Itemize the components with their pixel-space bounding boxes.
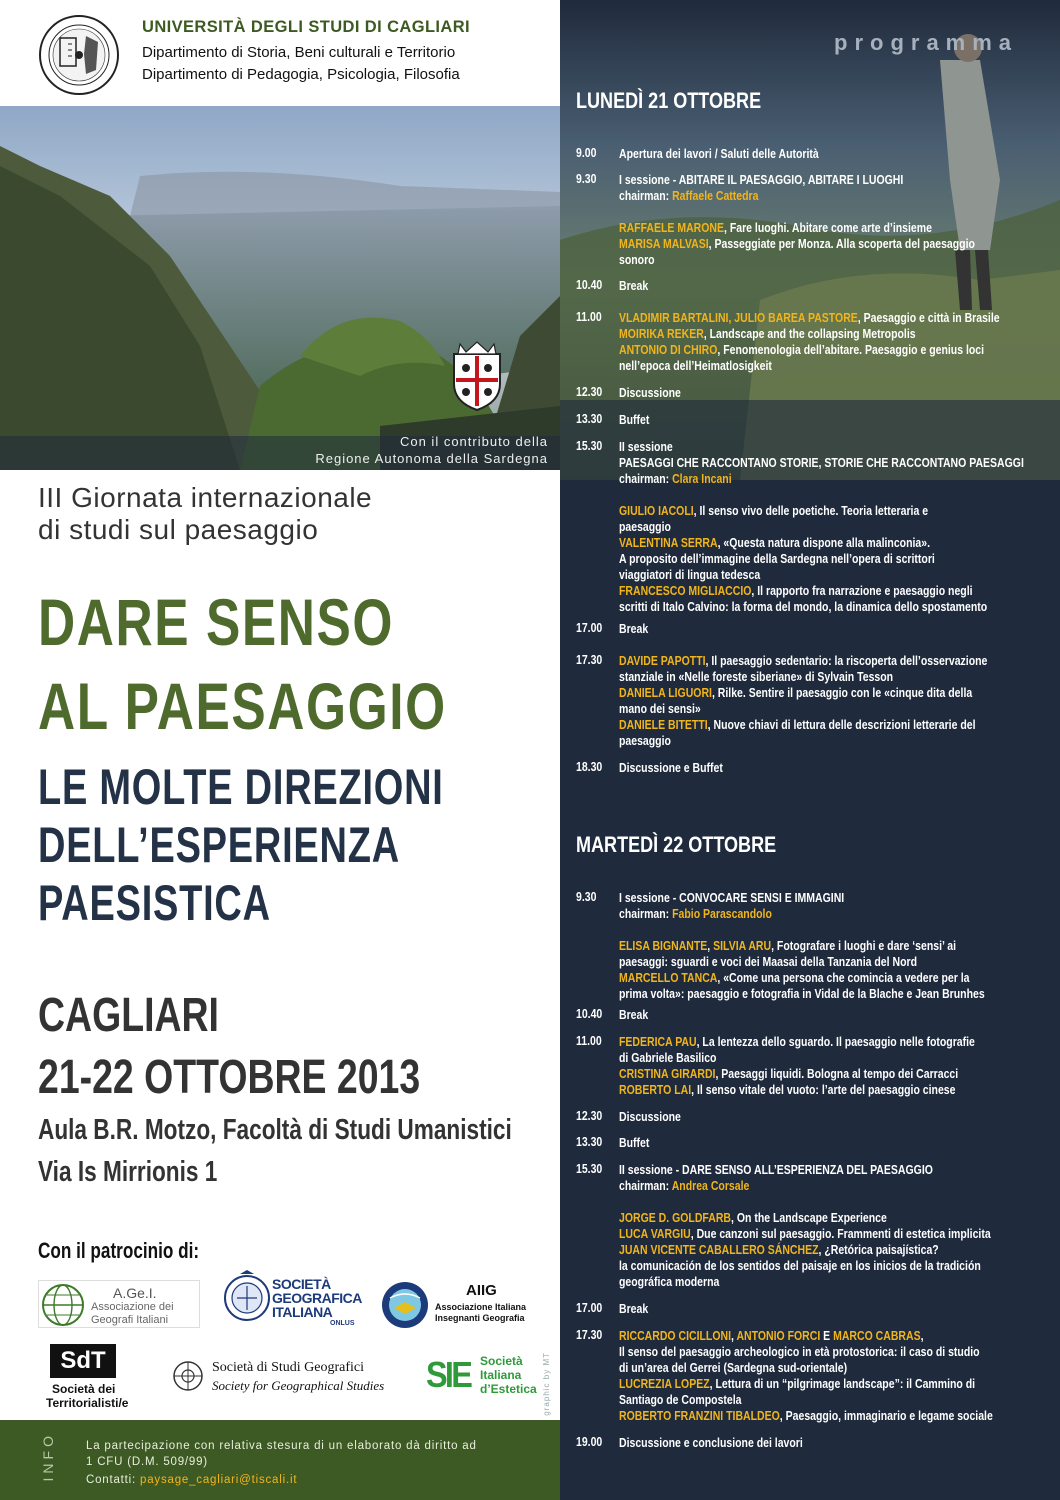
- schedule-line: Buffet: [619, 413, 650, 427]
- schedule-content: [619, 1135, 1022, 1151]
- info-contact: [86, 1474, 297, 1486]
- sgi-line4: ONLUS: [330, 1320, 355, 1327]
- schedule-content: [619, 621, 1022, 637]
- event-venue: Aula B.R. Motzo, Facoltà di Studi Umanistici: [38, 1114, 512, 1146]
- speaker-name: DANIELA LIGUORI: [619, 686, 712, 700]
- event-address: Via Is Mirrionis 1: [38, 1156, 218, 1188]
- schedule-line: Discussione e conclusione dei lavori: [619, 1436, 803, 1450]
- speaker-name: ANTONIO DI CHIRO: [619, 343, 718, 357]
- schedule-line: RICCARDO CICILLONI, ANTONIO FORCI E MARCO CABRAS,: [619, 1329, 924, 1343]
- speaker-name: MARCO CABRAS: [833, 1329, 921, 1343]
- speaker-name: DAVIDE PAPOTTI: [619, 654, 706, 668]
- department-history: Dipartimento di Storia, Beni culturali e Territorio: [142, 44, 456, 61]
- sgi-logo: [222, 1266, 362, 1332]
- schedule-line: Break: [619, 1302, 649, 1316]
- info-line2: 1 CFU (D.M. 509/99): [86, 1456, 208, 1468]
- speaker-name: ROBERTO FRANZINI TIBALDEO: [619, 1409, 780, 1423]
- schedule-content: [619, 172, 1022, 268]
- event-subtitle-line1: LE MOLTE DIREZIONI: [38, 759, 444, 815]
- schedule-line: chairman: Raffaele Cattedra: [619, 189, 759, 203]
- speaker-name: GIULIO IACOLI: [619, 504, 694, 518]
- schedule-time: 9.30: [576, 172, 597, 186]
- schedule-time: 10.40: [576, 1007, 603, 1021]
- spacer: [619, 1194, 1022, 1210]
- schedule-line: chairman: Andrea Corsale: [619, 1179, 750, 1193]
- schedule-content: [619, 1034, 1022, 1098]
- schedule-line: Apertura dei lavori / Saluti delle Autorità: [619, 147, 819, 161]
- schedule-content: [619, 412, 1022, 428]
- schedule-line: Santiago de Compostela: [619, 1393, 742, 1407]
- sdt-logo: [46, 1344, 129, 1414]
- schedule-time: 17.00: [576, 1301, 603, 1315]
- globe-icon: [41, 1283, 85, 1327]
- speaker-name: LUCA VARGIU: [619, 1227, 691, 1241]
- schedule-content: [619, 278, 1022, 294]
- schedule-content: [619, 1435, 1022, 1451]
- spacer: [619, 922, 1022, 938]
- speaker-name: LUCREZIA LOPEZ: [619, 1377, 710, 1391]
- schedule-time: 13.30: [576, 1135, 603, 1149]
- schedule-line: di Gabriele Basilico: [619, 1051, 717, 1065]
- university-name: UNIVERSITÀ DEGLI STUDI DI CAGLIARI: [142, 18, 471, 36]
- contact-label: Contatti:: [86, 1474, 137, 1486]
- sgi-emblem-icon: [222, 1270, 272, 1326]
- schedule-line: MARCELLO TANCA, «Come una persona che comincia a vedere per la: [619, 971, 970, 985]
- schedule-line: chairman: Fabio Parascandolo: [619, 907, 772, 921]
- info-line1: La partecipazione con relativa stesura di un elaborato dà diritto ad: [86, 1440, 477, 1452]
- aiig-abbr: AIIG: [466, 1282, 497, 1299]
- schedule-time: 17.30: [576, 653, 603, 667]
- event-title-line2: AL PAESAGGIO: [38, 669, 447, 743]
- aiig-emblem-icon: [380, 1280, 430, 1330]
- speaker-name: Clara Incani: [672, 472, 732, 486]
- schedule-time: 13.30: [576, 412, 603, 426]
- graphic-credit: graphic by MT: [542, 1352, 551, 1416]
- sgi-line1: SOCIETÀ: [272, 1276, 331, 1292]
- event-city: CAGLIARI: [38, 989, 219, 1042]
- event-title-line1: DARE SENSO: [38, 585, 395, 659]
- info-label: INFO: [40, 1432, 56, 1482]
- event-dates: 21-22 OTTOBRE 2013: [38, 1051, 421, 1104]
- speaker-name: SILVIA ARU: [713, 939, 772, 953]
- ssg-emblem-icon: [172, 1360, 204, 1392]
- speaker-name: RAFFAELE MARONE: [619, 221, 724, 235]
- event-edition: [38, 482, 372, 546]
- sdt-line2: Territorialisti/e: [46, 1396, 129, 1410]
- schedule-line: geográfica moderna: [619, 1275, 720, 1289]
- schedule-line: Break: [619, 622, 649, 636]
- schedule-line: MARISA MALVASI, Passeggiate per Monza. Alla scoperta del paesaggio: [619, 237, 975, 251]
- schedule-time: 18.30: [576, 760, 603, 774]
- aiig-line2: Insegnanti Geografia: [435, 1313, 525, 1323]
- schedule-line: Break: [619, 1008, 649, 1022]
- event-subtitle-line3: PAESISTICA: [38, 875, 271, 931]
- university-header: [0, 0, 560, 106]
- schedule-line: I sessione - ABITARE IL PAESAGGIO, ABITARE I LUOGHI: [619, 173, 904, 187]
- schedule-content: [619, 1328, 1022, 1424]
- schedule-line: scritti di Italo Calvino: la forma del mondo, la dinamica dello spostamento: [619, 600, 988, 614]
- contribution-line1: Con il contributo della: [399, 434, 548, 449]
- schedule-time: 11.00: [576, 310, 602, 324]
- sgi-line3: ITALIANA: [272, 1304, 333, 1320]
- schedule-line: di un’area del Gerrei (Sardegna sud-orientale): [619, 1361, 848, 1375]
- schedule-content: [619, 1109, 1022, 1125]
- schedule-time: 11.00: [576, 1034, 602, 1048]
- schedule-line: DAVIDE PAPOTTI, Il paesaggio sedentario: la riscoperta dell’osservazione: [619, 654, 988, 668]
- sie-line2: Italiana: [480, 1368, 522, 1382]
- speaker-name: VALENTINA SERRA: [619, 536, 718, 550]
- speaker-name: VLADIMIR BARTALINI, JULIO BAREA PASTORE: [619, 311, 858, 325]
- schedule-content: [619, 1162, 1022, 1290]
- edition-line1: III Giornata internazionale: [38, 482, 373, 513]
- schedule-line: ELISA BIGNANTE, SILVIA ARU, Fotografare i luoghi e dare ‘sensi’ ai: [619, 939, 957, 953]
- schedule-line: paesaggi: sguardi e voci dei Maasai della Tanzania del Nord: [619, 955, 917, 969]
- ssg-line2: Society for Geographical Studies: [212, 1378, 385, 1393]
- spacer: [619, 487, 1022, 503]
- speaker-name: Andrea Corsale: [671, 1179, 750, 1193]
- event-subtitle-line2: DELL’ESPERIENZA: [38, 817, 400, 873]
- schedule-content: [619, 146, 1022, 162]
- schedule-line: VALENTINA SERRA, «Questa natura dispone alla malinconia».: [619, 536, 930, 550]
- spacer: [619, 204, 1022, 220]
- schedule-line: I sessione - CONVOCARE SENSI E IMMAGINI: [619, 891, 845, 905]
- schedule-line: MOIRIKA REKER, Landscape and the collapsing Metropolis: [619, 327, 916, 341]
- schedule-line: prima volta»: paesaggio e fotografia in Vidal de la Blache e Jean Brunhes: [619, 987, 985, 1001]
- schedule-time: 15.30: [576, 1162, 603, 1176]
- sie-abbr: SIE: [426, 1354, 471, 1395]
- schedule-line: Break: [619, 279, 649, 293]
- speaker-name: Fabio Parascandolo: [672, 907, 772, 921]
- schedule-line: paesaggio: [619, 520, 671, 534]
- sdt-line1: Società dei: [52, 1382, 116, 1396]
- speaker-name: ANTONIO FORCI: [736, 1329, 821, 1343]
- schedule-line: DANIELE BITETTI, Nuove chiavi di lettura delle descrizioni letterarie del: [619, 718, 976, 732]
- ssg-logo: [170, 1356, 390, 1400]
- sie-logo: [426, 1352, 546, 1402]
- schedule-line: paesaggio: [619, 734, 671, 748]
- patronage-label: Con il patrocinio di:: [38, 1238, 200, 1263]
- schedule-line: Discussione: [619, 386, 681, 400]
- speaker-name: FRANCESCO MIGLIACCIO: [619, 584, 752, 598]
- department-pedagogy: Dipartimento di Pedagogia, Psicologia, Filosofia: [142, 66, 460, 83]
- schedule-line: JORGE D. GOLDFARB, On the Landscape Experience: [619, 1211, 887, 1225]
- schedule-line: stanziale in «Nelle foreste siberiane» di Sylvain Tesson: [619, 670, 894, 684]
- schedule-line: Discussione e Buffet: [619, 761, 723, 775]
- speaker-name: MARCELLO TANCA: [619, 971, 718, 985]
- speaker-name: JORGE D. GOLDFARB: [619, 1211, 732, 1225]
- schedule-line: viaggiatori di lingua tedesca: [619, 568, 761, 582]
- schedule-line: Il senso del paesaggio archeologico in età protostorica: il caso di studio: [619, 1345, 980, 1359]
- info-footer: [0, 1420, 560, 1500]
- schedule-line: FRANCESCO MIGLIACCIO, Il rapporto fra narrazione e paesaggio negli: [619, 584, 973, 598]
- sdt-abbr: SdT: [50, 1344, 116, 1378]
- ssg-line1: Società di Studi Geografici: [212, 1360, 365, 1375]
- agei-logo: [38, 1280, 200, 1328]
- schedule-line: la comunicación de los sentidos del paisaje en los inicios de la tradición: [619, 1259, 981, 1273]
- agei-abbr: A.Ge.I.: [113, 1285, 157, 1301]
- schedule-content: [619, 385, 1022, 401]
- speaker-name: JUAN VICENTE CABALLERO SÁNCHEZ: [619, 1243, 819, 1257]
- speaker-name: MARISA MALVASI: [619, 237, 709, 251]
- schedule-line: CRISTINA GIRARDI, Paesaggi liquidi. Bologna al tempo dei Carracci: [619, 1067, 959, 1081]
- schedule-line: Discussione: [619, 1110, 681, 1124]
- schedule-content: [619, 310, 1022, 374]
- speaker-name: FEDERICA PAU: [619, 1035, 697, 1049]
- schedule-time: 17.30: [576, 1328, 603, 1342]
- schedule-line: JUAN VICENTE CABALLERO SÁNCHEZ, ¿Retórica paisajística?: [619, 1243, 939, 1257]
- day1-title: LUNEDÌ 21 OTTOBRE: [576, 88, 762, 113]
- contribution-line2: Regione Autonoma della Sardegna: [315, 451, 548, 466]
- schedule-line: sonoro: [619, 253, 655, 267]
- sardinia-region-crest-icon: [446, 340, 508, 412]
- day2-title: MARTEDÌ 22 OTTOBRE: [576, 832, 777, 857]
- agei-name1: Associazione dei: [91, 1301, 174, 1313]
- landscape-photo: [0, 106, 560, 470]
- schedule-line: mano dei sensi»: [619, 702, 701, 716]
- schedule-line: Buffet: [619, 1136, 650, 1150]
- schedule-line: FEDERICA PAU, La lentezza dello sguardo. Il paesaggio nelle fotografie: [619, 1035, 975, 1049]
- aiig-line1: Associazione Italiana: [435, 1302, 527, 1312]
- speaker-name: DANIELE BITETTI: [619, 718, 708, 732]
- speaker-name: CRISTINA GIRARDI: [619, 1067, 716, 1081]
- schedule-line: ROBERTO LAI, Il senso vitale del vuoto: l’arte del paesaggio cinese: [619, 1083, 956, 1097]
- schedule-content: [619, 890, 1022, 1002]
- edition-line2: di studi sul paesaggio: [38, 514, 319, 545]
- speaker-name: MOIRIKA REKER: [619, 327, 704, 341]
- schedule-line: RAFFAELE MARONE, Fare luoghi. Abitare come arte d’insieme: [619, 221, 932, 235]
- schedule-line: II sessione: [619, 440, 673, 454]
- program-heading: programma: [834, 30, 1019, 55]
- sie-line3: d’Estetica: [480, 1382, 537, 1396]
- schedule-line: A proposito dell’immagine della Sardegna nell’opera di scrittori: [619, 552, 935, 566]
- schedule-content: [619, 1007, 1022, 1023]
- schedule-line: LUCA VARGIU, Due canzoni sul paesaggio. Frammenti di estetica implicita: [619, 1227, 991, 1241]
- schedule-line: LUCREZIA LOPEZ, Lettura di un “pilgrimage landscape”: il Cammino di: [619, 1377, 976, 1391]
- sgi-line2: GEOGRAFICA: [272, 1290, 362, 1306]
- agei-name2: Geografi Italiani: [91, 1314, 169, 1326]
- schedule-content: [619, 653, 1022, 749]
- schedule-line: PAESAGGI CHE RACCONTANO STORIE, STORIE CHE RACCONTANO PAESAGGI: [619, 456, 1024, 470]
- speaker-name: Raffaele Cattedra: [672, 189, 759, 203]
- schedule-line: VLADIMIR BARTALINI, JULIO BAREA PASTORE, Paesaggio e città in Brasile: [619, 311, 1000, 325]
- schedule-content: [619, 760, 1022, 776]
- speaker-name: ROBERTO LAI: [619, 1083, 692, 1097]
- schedule-time: 19.00: [576, 1435, 603, 1449]
- aiig-logo: [380, 1280, 530, 1332]
- schedule-time: 15.30: [576, 439, 603, 453]
- schedule-line: DANIELA LIGUORI, Rilke. Sentire il paesaggio con le «cinque dita della: [619, 686, 973, 700]
- schedule-line: chairman: Clara Incani: [619, 472, 732, 486]
- schedule-content: [619, 439, 1022, 615]
- schedule-line: nell’epoca dell’Heimatlosigkeit: [619, 359, 772, 373]
- schedule-time: 9.30: [576, 890, 597, 904]
- schedule-content: [619, 1301, 1022, 1317]
- speaker-name: ELISA BIGNANTE: [619, 939, 708, 953]
- schedule-line: ROBERTO FRANZINI TIBALDEO, Paesaggio, immaginario e legame sociale: [619, 1409, 993, 1423]
- schedule-line: GIULIO IACOLI, Il senso vivo delle poetiche. Teoria letteraria e: [619, 504, 929, 518]
- schedule-line: ANTONIO DI CHIRO, Fenomenologia dell’abitare. Paesaggio e genius loci: [619, 343, 985, 357]
- schedule-time: 12.30: [576, 385, 603, 399]
- schedule-time: 9.00: [576, 146, 597, 160]
- schedule-time: 12.30: [576, 1109, 603, 1123]
- university-seal-icon: [38, 14, 120, 96]
- sie-line1: Società: [480, 1354, 523, 1368]
- speaker-name: RICCARDO CICILLONI: [619, 1329, 731, 1343]
- schedule-time: 10.40: [576, 278, 603, 292]
- schedule-time: 17.00: [576, 621, 603, 635]
- contact-email-link[interactable]: paysage_cagliari@tiscali.it: [140, 1474, 298, 1486]
- schedule-line: II sessione - DARE SENSO ALL’ESPERIENZA DEL PAESAGGIO: [619, 1163, 933, 1177]
